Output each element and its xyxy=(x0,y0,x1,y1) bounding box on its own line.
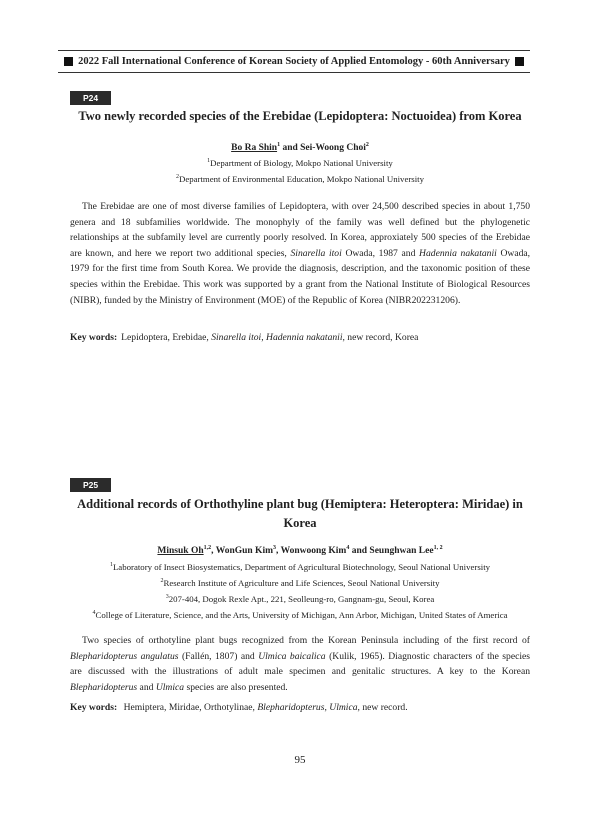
p25-affiliations xyxy=(40,558,560,622)
p25-keywords: Key words: Hemiptera, Miridae, Orthotylinae, Blepharidopterus, Ulmica, new record. xyxy=(70,702,408,713)
p24-keywords: Key words: Lepidoptera, Erebidae, Sinarella itoi, Hadennia nakatanii, new record, Korea xyxy=(70,332,419,343)
genus-name: Ulmica xyxy=(155,681,185,693)
poster-badge-p24: P24 xyxy=(70,91,111,105)
p25-abstract: Two species of orthotyline plant bugs recognized from the Korean Peninsula including of the first record of Blepharidopterus angulatus (Fallén, 1807) and Ulmica baicalica (Kulik, 1965). Diagnostic characters of the species are discussed with the illustrations of adult male specimen and genitalic structures. A key to the Korean Blepharidopterus and Ulmica species are also presented. xyxy=(70,635,531,693)
p25-affiliation: $^2$Research Institute of Agriculture and Life Sciences, Seoul National University xyxy=(160,577,440,588)
p24-title: Two newly recorded species of the Erebidae (Lepidoptera: Noctuoidea) from Korea xyxy=(78,109,522,123)
species-name: Blepharidopterus angulatus xyxy=(70,650,179,662)
p25-affiliation: $^1$Laboratory of Insect Biosystematics, Department of Agricultural Biotechnology, Seoul National University xyxy=(109,561,491,572)
keywords-label: Key words: xyxy=(70,702,118,713)
conference-header xyxy=(58,51,530,72)
p24-affiliation: $^2$Department of Environmental Education, Mokpo National University xyxy=(175,173,425,184)
header-bottom-rule xyxy=(58,72,530,73)
p25-authors: Minsuk Oh$^{1,2}$, WonGun Kim$^3$, Wonwoong Kim$^4$ and Seunghwan Lee$^{1, 2}$ xyxy=(157,545,443,557)
genus-name: Blepharidopterus xyxy=(70,681,138,693)
p25-author-3: Wonwoong Kim xyxy=(280,546,347,557)
p25-author-4: Seunghwan Lee xyxy=(369,546,434,557)
species-name: Sinarella itoi xyxy=(290,247,342,259)
header-text: 2022 Fall International Conference of Korean Society of Applied Entomology - 60th Anniversary xyxy=(78,56,510,67)
p24-authors xyxy=(58,142,542,153)
p24-author-1-sup: 1 xyxy=(277,142,281,148)
p24-author-join: and xyxy=(280,143,301,154)
square-bullet-icon xyxy=(515,57,524,66)
p24-abstract: The Erebidae are one of most diverse families of Lepidoptera, with over 24,500 described species in about 1,750 genera and 18 subfamilies worldwide. The monophyly of the family was well defined but the phylogenetic relationships at the subfamily level are currently poorly resolved. In Korea, approxiately 500 species of the Erebidae are known, and here we report two additional species, Sinarella itoi Owada, 1987 and Hadennia nakatanii Owada, 1979 for the first time from South Korea. We provide the diagnosis, description, and the taxonomic position of these species within the Erebidae. This work was supported by a grant from the National Institute of Biological Resources (NIBR), funded by the Ministry of Environment (MOE) of the Republic of Korea (NIBR202231206). xyxy=(70,201,531,306)
p25-title: Additional records of Orthothyline plant bug (Hemiptera: Heteroptera: Miridae) in Korea xyxy=(77,497,523,530)
square-bullet-icon xyxy=(64,57,73,66)
p24-affiliation: $^1$Department of Biology, Mokpo National University xyxy=(207,157,393,168)
p25-author-1: Minsuk Oh xyxy=(157,546,204,557)
p24-author-2-sup: 2 xyxy=(365,142,369,148)
p25-author-2: WonGun Kim xyxy=(215,546,274,557)
p24-author-2: Sei-Woong Choi xyxy=(300,143,366,154)
poster-badge-p25: P25 xyxy=(70,478,111,492)
species-name: Hadennia nakatanii xyxy=(419,247,497,259)
p24-affiliations xyxy=(40,154,560,186)
p25-affiliation: $^4$College of Literature, Science, and the Arts, University of Michigan, Ann Arbor, Michigan, United States of America xyxy=(92,609,508,620)
p25-affiliation: $^3$207-404, Dogok Rexle Apt., 221, Seolleung-ro, Gangnam-gu, Seoul, Korea xyxy=(165,593,435,604)
keywords-label: Key words: xyxy=(70,332,118,343)
page-number: 95 xyxy=(294,754,306,766)
p24-author-1: Bo Ra Shin xyxy=(231,143,278,154)
species-name: Ulmica baicalica xyxy=(258,650,326,662)
